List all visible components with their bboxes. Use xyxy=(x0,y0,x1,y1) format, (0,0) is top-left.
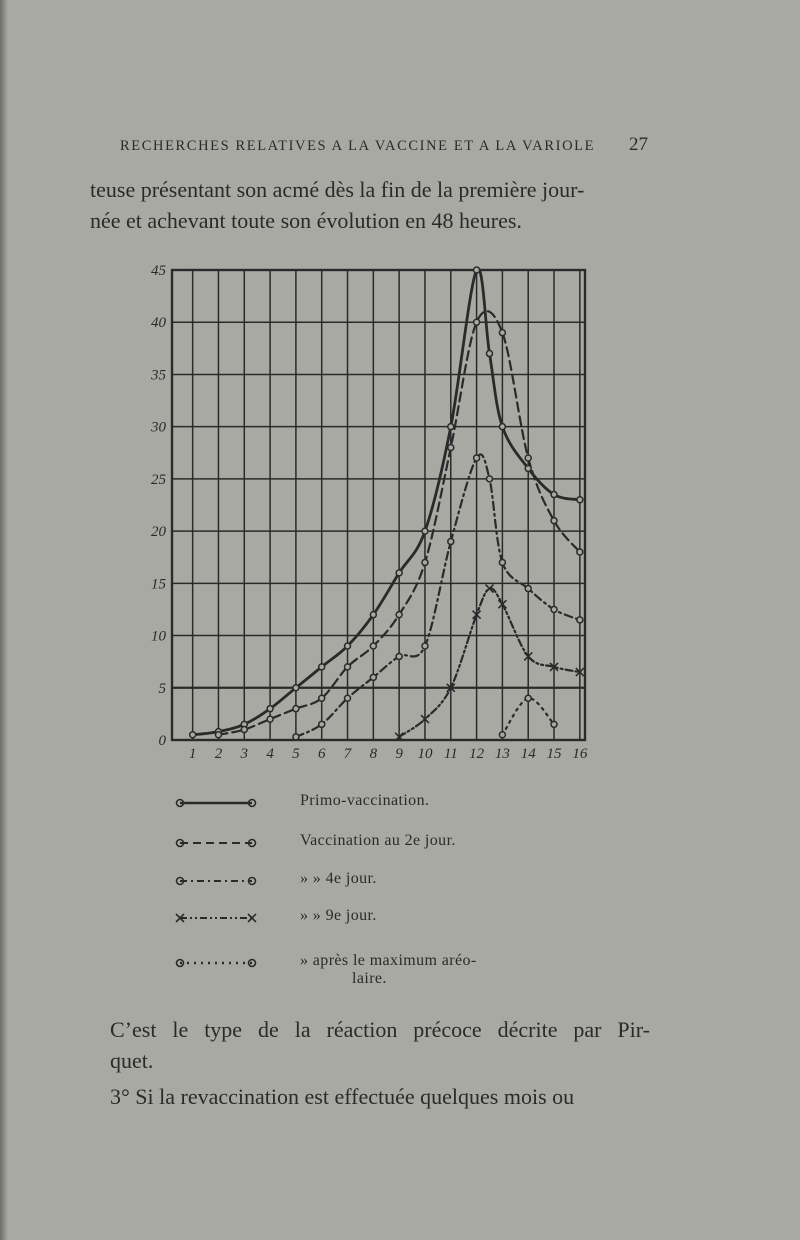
data-point-marker xyxy=(319,721,325,727)
data-point-marker xyxy=(370,612,376,618)
data-point-marker xyxy=(577,549,583,555)
series-line-1 xyxy=(193,269,580,735)
legend-label-day2: Vaccination au 2e jour. xyxy=(300,832,456,849)
x-tick-label: 3 xyxy=(240,746,249,762)
x-tick-label: 7 xyxy=(343,746,352,762)
data-point-marker xyxy=(241,727,247,733)
x-tick-label: 9 xyxy=(395,746,403,762)
data-point-marker xyxy=(345,664,351,670)
data-point-marker xyxy=(474,319,480,325)
data-point-marker xyxy=(525,586,531,592)
paragraph-3-line-1: 3° Si la revaccination est effectuée quelques mois ou xyxy=(110,1084,575,1109)
data-point-marker xyxy=(499,559,505,565)
data-point-marker xyxy=(422,643,428,649)
data-point-marker xyxy=(448,424,454,430)
y-tick-label: 15 xyxy=(151,576,166,593)
data-point-marker xyxy=(319,664,325,670)
paragraph-2-line-1: C’est le type de la réaction précoce décrite par Pir- xyxy=(110,1017,650,1042)
legend-swatch-dotted xyxy=(168,950,258,976)
x-tick-label: 14 xyxy=(520,746,536,762)
data-point-marker xyxy=(396,612,402,618)
x-tick-label: 15 xyxy=(546,746,562,762)
legend-swatch-dash-dot xyxy=(168,868,258,894)
data-point-marker xyxy=(448,445,454,451)
y-tick-label: 10 xyxy=(151,628,166,645)
paragraph-2-line-2: quet. xyxy=(110,1048,154,1073)
data-point-marker xyxy=(396,653,402,659)
x-tick-label: 13 xyxy=(494,746,510,762)
chart-frame xyxy=(172,270,585,740)
legend-label-primo: Primo-vaccination. xyxy=(300,792,430,809)
data-point-marker xyxy=(474,455,480,461)
data-point-marker xyxy=(396,570,402,576)
y-tick-label: 5 xyxy=(158,680,166,697)
data-point-marker xyxy=(551,492,557,498)
data-point-marker xyxy=(422,528,428,534)
x-tick-label: 1 xyxy=(188,746,197,762)
legend-item-day9 xyxy=(160,905,640,935)
paragraph-2 xyxy=(90,1014,650,1076)
legend-label-after-max-line-2: laire. xyxy=(352,970,387,987)
legend-swatch-solid xyxy=(168,790,258,816)
data-point-marker xyxy=(551,721,557,727)
x-tick-label: 10 xyxy=(417,746,433,762)
data-point-marker xyxy=(499,330,505,336)
data-point-marker xyxy=(267,706,273,712)
chart-series-lines xyxy=(190,267,584,741)
x-tick-label: 4 xyxy=(266,746,274,762)
legend-item-day4 xyxy=(160,868,640,898)
legend-item-primo xyxy=(160,790,640,820)
data-point-marker xyxy=(319,695,325,701)
page-number: 27 xyxy=(629,134,648,155)
data-point-marker xyxy=(486,351,492,357)
data-point-marker xyxy=(293,706,299,712)
chart-grid xyxy=(172,270,585,740)
x-tick-label: 2 xyxy=(214,746,223,762)
legend-label-after-max xyxy=(300,952,477,988)
data-point-marker xyxy=(448,539,454,545)
x-axis-tick-labels xyxy=(189,746,588,762)
data-point-marker xyxy=(499,732,505,738)
legend-swatch-dashed xyxy=(168,830,258,856)
data-point-marker xyxy=(370,674,376,680)
data-point-marker xyxy=(525,455,531,461)
data-point-marker xyxy=(345,695,351,701)
legend-item-after-max xyxy=(160,950,640,1000)
data-point-marker xyxy=(190,732,196,738)
y-tick-label: 45 xyxy=(151,263,166,279)
y-tick-label: 35 xyxy=(151,367,166,384)
y-axis-tick-labels xyxy=(150,263,167,749)
data-point-marker xyxy=(370,643,376,649)
data-point-marker xyxy=(293,685,299,691)
running-head-title: RECHERCHES RELATIVES A LA VACCINE ET A LA VARIOLE xyxy=(120,138,596,154)
paragraph-1-line-1: teuse présentant son acmé dès la fin de la première jour- xyxy=(90,177,585,202)
data-point-marker xyxy=(293,734,299,740)
data-point-marker xyxy=(215,732,221,738)
legend-label-day4: » » 4e jour. xyxy=(300,870,377,887)
y-tick-label: 25 xyxy=(151,471,166,488)
y-tick-label: 20 xyxy=(151,524,166,541)
data-point-marker xyxy=(577,617,583,623)
x-tick-label: 16 xyxy=(572,746,588,762)
x-tick-label: 11 xyxy=(443,746,458,762)
data-point-marker xyxy=(267,716,273,722)
data-point-marker xyxy=(525,695,531,701)
legend-swatch-dash-dot-dot xyxy=(168,905,258,931)
data-point-marker xyxy=(486,476,492,482)
data-point-marker xyxy=(474,267,480,273)
paragraph-3 xyxy=(90,1081,650,1112)
legend-label-after-max-line-1: » après le maximum aréo- xyxy=(300,952,477,969)
data-point-marker xyxy=(551,518,557,524)
y-tick-label: 40 xyxy=(151,315,166,332)
data-point-marker xyxy=(499,424,505,430)
y-tick-label: 30 xyxy=(151,419,166,436)
x-tick-label: 6 xyxy=(317,746,326,762)
x-tick-label: 12 xyxy=(469,746,485,762)
data-point-marker xyxy=(422,559,428,565)
x-tick-label: 8 xyxy=(369,746,378,762)
y-tick-label: 0 xyxy=(158,733,166,749)
series-line-3 xyxy=(296,454,580,736)
data-point-marker xyxy=(345,643,351,649)
legend-item-day2 xyxy=(160,830,640,860)
legend-label-day9: » » 9e jour. xyxy=(300,907,377,924)
x-tick-label: 5 xyxy=(292,746,300,762)
paragraph-1-line-2: née et achevant toute son évolution en 48 heures. xyxy=(90,208,522,233)
data-point-marker xyxy=(551,606,557,612)
data-point-marker xyxy=(577,497,583,503)
